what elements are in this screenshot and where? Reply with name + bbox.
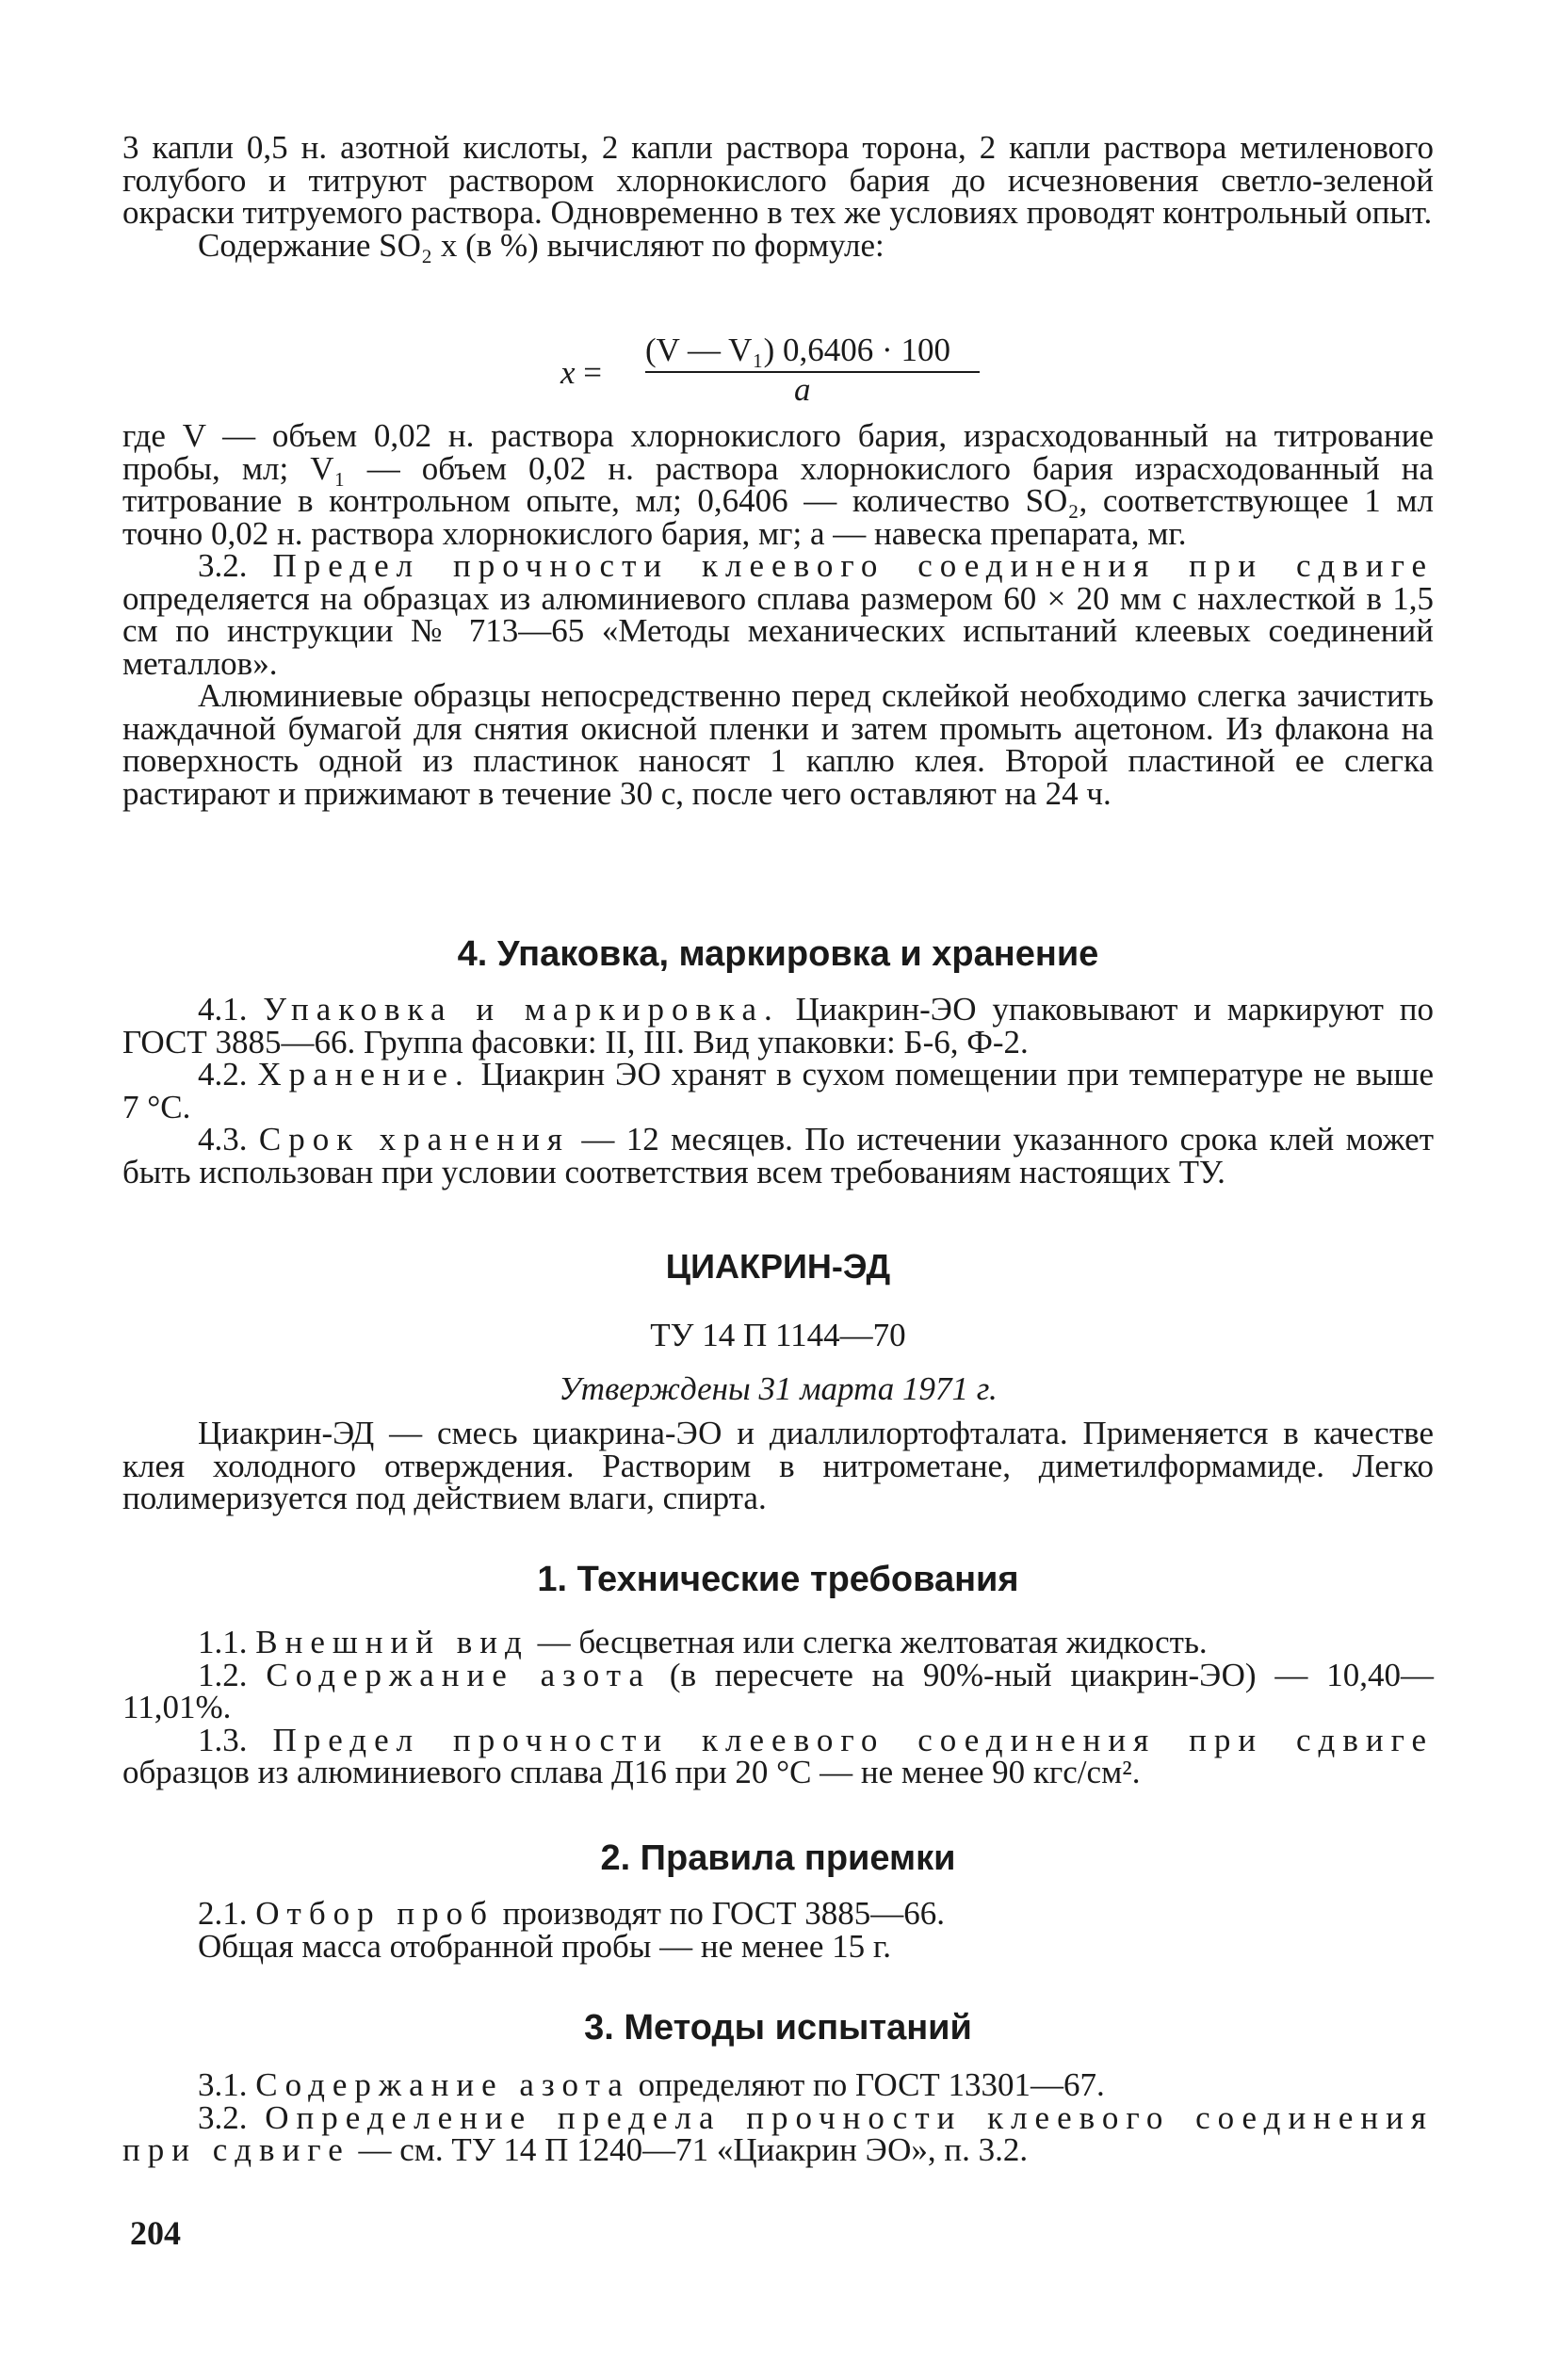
- section-3-2-paragraph: 3.2. Предел прочности клеевого соединения при сдвиге определяется на образцах из алюминиевого сплава размером 60 × 20 мм с нахлесткой в 1,5 см по инструкции № 713—65 «Методы механических испытаний клеевых соединений металлов».: [122, 547, 1435, 682]
- tech-req-block: [122, 1624, 1435, 1790]
- acceptance-block: [122, 1895, 1434, 1965]
- heading-technical-requirements: 1. Технические требования: [537, 1560, 1019, 1599]
- product-intro: Циакрин-ЭД — смесь циакрина-ЭО и диаллилортофталата. Применяется в качестве клея холодного отверждения. Растворим в нитрометане, диметилформамиде. Легко полимеризуется под действием влаги, спирта.: [122, 1415, 1434, 1516]
- formula-intro: Содержание SO₂ x (в %) вычисляют по формуле:: [198, 226, 884, 264]
- formula-legend: где V — объем 0,02 н. раствора хлорнокислого бария, израсходованный на титрование пробы, мл; V₁ — объем 0,02 н. раствора хлорнокислого бария израсходованный на титрование в контрольном опыте, мл; 0,6406 — количество SO₂, соответствующее 1 мл точно 0,02 н. раствора хлорнокислого бария, мг; a — навеска препарата, мг.: [122, 417, 1434, 552]
- section-1-2: 1.2. Содержание азота (в пересчете на 90%-ный циакрин-ЭО) — 10,40—11,01%.: [122, 1656, 1435, 1725]
- packaging-block: [122, 991, 1435, 1190]
- so2-formula: [560, 332, 994, 411]
- section-1-1: 1.1. Внешний вид — бесцветная или слегка желтоватая жидкость.: [198, 1624, 1208, 1660]
- page-number: 204: [130, 2214, 181, 2252]
- titration-paragraph: 3 капли 0,5 н. азотной кислоты, 2 капли раствора торона, 2 капли раствора метиленового голубого и титруют раствором хлорнокислого бария до исчезновения светло-зеленой окраски титруемого раствора. Одновременно в тех же условиях проводят контрольный опыт.: [122, 129, 1434, 231]
- heading-acceptance-rules: 2. Правила приемки: [600, 1838, 956, 1878]
- test-methods-block: [122, 2066, 1434, 2168]
- formula-equals: =: [581, 354, 604, 391]
- sample-mass: Общая масса отобранной пробы — не менее 15 г.: [198, 1927, 892, 1965]
- sample-prep-paragraph: Алюминиевые образцы непосредственно перед склейкой необходимо слегка зачистить наждачной бумагой для снятия окисной пленки и затем промыть ацетоном. Из флакона на поверхность одной из пластинок наносят 1 каплю клея. Второй пластиной ее слегка растирают и прижимают в течение 30 с, после чего оставляют на 24 ч.: [122, 677, 1434, 812]
- formula-legend-block: [122, 417, 1435, 812]
- section-1-3: 1.3. Предел прочности клеевого соединения при сдвиге образцов из алюминиевого сплава Д16 при 20 °С — не менее 90 кгс/см².: [122, 1721, 1435, 1790]
- section-3-1: 3.1. Содержание азота определяют по ГОСТ 13301—67.: [198, 2066, 1105, 2103]
- method-text-block: [122, 129, 1434, 264]
- heading-packaging: 4. Упаковка, маркировка и хранение: [457, 934, 1099, 974]
- section-4-3: 4.3. Срок хранения — 12 месяцев. По истечении указанного срока клей может быть использован при условии соответствия всем требованиям настоящих ТУ.: [122, 1121, 1434, 1190]
- fraction-bar: [645, 371, 980, 373]
- approval-date: Утверждены 31 марта 1971 г.: [559, 1370, 998, 1407]
- formula-denominator: a: [794, 371, 811, 408]
- heading-test-methods: 3. Методы испытаний: [584, 2008, 972, 2048]
- formula-numerator: (V — V₁) 0,6406 · 100: [645, 332, 950, 368]
- section-4-1: 4.1. Упаковка и маркировка. Циакрин-ЭО упаковывают и маркируют по ГОСТ 3885—66. Группа фасовки: II, III. Вид упаковки: Б-6, Ф-2.: [122, 991, 1435, 1060]
- section-3-2-ref: 3.2. Определение предела прочности клеевого соединения при сдвиге — см. ТУ 14 П 1240—71 «Циакрин ЭО», п. 3.2.: [122, 2098, 1434, 2168]
- intro-block: [122, 1417, 1434, 1515]
- tu-number: ТУ 14 П 1144—70: [650, 1317, 906, 1353]
- section-4-2: 4.2. Хранение. Циакрин ЭО хранят в сухом помещении при температуре не выше 7 °С.: [122, 1056, 1435, 1125]
- product-title: ЦИАКРИН-ЭД: [665, 1247, 891, 1286]
- formula-lhs: x: [560, 354, 576, 391]
- section-2-1: 2.1. Отбор проб производят по ГОСТ 3885—66.: [198, 1895, 945, 1932]
